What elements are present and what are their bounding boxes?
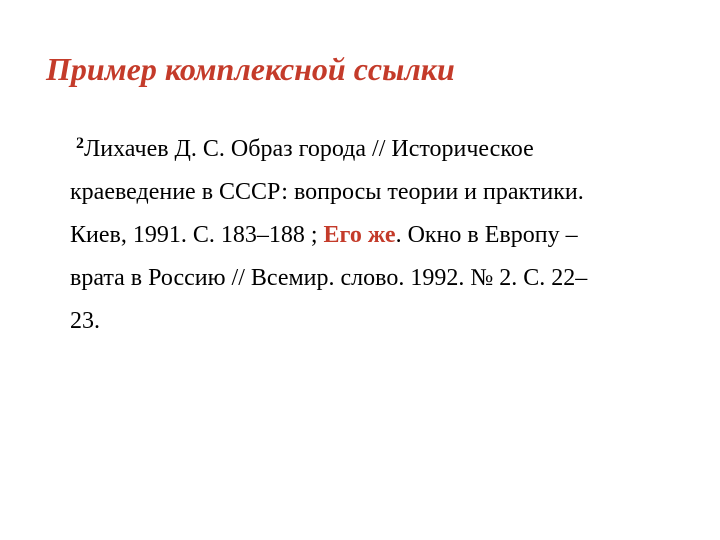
citation-line-3-text: Киев, 1991. С. 183–188 ; — [70, 222, 324, 248]
citation-line-1 — [70, 128, 695, 171]
citation-text — [70, 128, 695, 343]
emphasis-ego-zhe: Его же — [323, 222, 396, 248]
citation-line-3 — [70, 214, 695, 257]
citation-line-5: 23. — [70, 308, 100, 334]
footnote-marker: 2 — [76, 135, 84, 152]
citation-line-2: краеведение в СССР: вопросы теории и практики. — [70, 179, 584, 205]
slide-title: Пример комплексной ссылки — [46, 51, 455, 87]
citation-line-1-text: Лихачев Д. С. Образ города // Историческое — [84, 136, 534, 162]
citation-line-3-tail: . Окно в Европу – — [395, 222, 578, 248]
citation-line-4: врата в Россию // Всемир. слово. 1992. № 2. С. 22– — [70, 265, 588, 291]
